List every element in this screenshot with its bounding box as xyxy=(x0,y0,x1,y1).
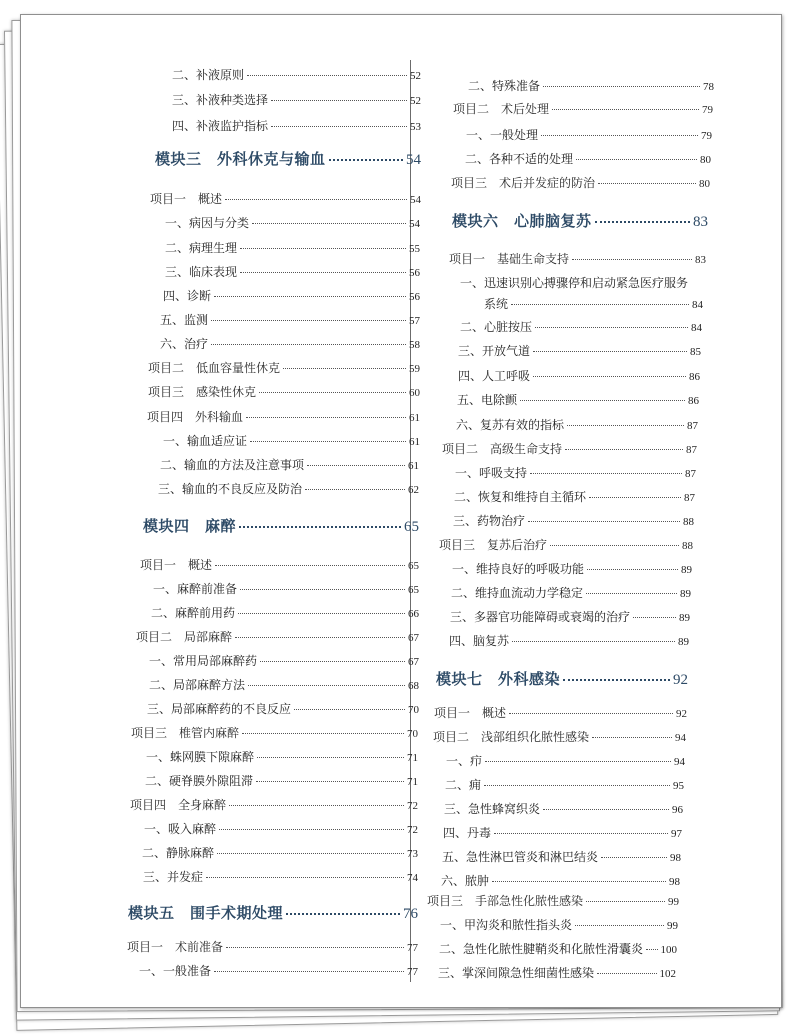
toc-page-number: 86 xyxy=(688,395,699,407)
toc-page-number: 67 xyxy=(408,632,419,644)
toc-entry-title: 项目三 复苏后治疗 xyxy=(439,538,548,552)
toc-section-entry xyxy=(453,512,694,529)
toc-entry-title: 模块七 外科感染 xyxy=(436,670,561,688)
toc-page-number: 65 xyxy=(404,519,419,535)
toc-entry-title: 三、并发症 xyxy=(143,870,204,884)
module-heading xyxy=(452,210,708,231)
toc-entry-title: 四、诊断 xyxy=(163,289,212,303)
toc-entry-title: 二、特殊准备 xyxy=(468,79,541,93)
toc-page-number: 94 xyxy=(674,756,685,768)
toc-entry-title: 项目二 局部麻醉 xyxy=(136,630,233,644)
toc-entry-title: 项目四 外科输血 xyxy=(147,410,244,424)
toc-page-number: 80 xyxy=(700,154,711,166)
dot-leader xyxy=(533,351,687,352)
dot-leader xyxy=(528,521,680,522)
dot-leader xyxy=(586,593,677,594)
toc-page-number: 61 xyxy=(409,436,420,448)
toc-entry-title: 二、急性化脓性腱鞘炎和化脓性滑囊炎 xyxy=(439,942,644,956)
toc-section-entry xyxy=(457,391,699,408)
toc-entry-title: 二、硬脊膜外隙阻滞 xyxy=(145,774,254,788)
toc-page-number: 60 xyxy=(409,387,420,399)
toc-entry-title: 三、掌深间隙急性细菌性感染 xyxy=(438,966,595,980)
dot-leader xyxy=(563,679,670,681)
toc-section-entry xyxy=(452,560,692,577)
toc-entry-title: 二、心脏按压 xyxy=(460,320,533,334)
toc-entry-title: 一、甲沟炎和脓性指头炎 xyxy=(440,918,573,932)
toc-page-number: 72 xyxy=(407,824,418,836)
toc-page-number: 57 xyxy=(409,315,420,327)
toc-entry-title: 一、维持良好的呼吸功能 xyxy=(452,562,585,576)
toc-page-number: 52 xyxy=(410,95,421,107)
toc-entry-title: 模块四 麻醉 xyxy=(143,517,237,535)
toc-entry-title: 项目二 高级生命支持 xyxy=(442,442,563,456)
toc-section-entry xyxy=(441,872,680,889)
toc-entry-title: 一、麻醉前准备 xyxy=(153,582,238,596)
toc-entry-title: 模块五 围手术期处理 xyxy=(128,904,284,922)
toc-entry-title: 项目二 低血容量性休克 xyxy=(148,361,281,375)
toc-entry-title: 一、蛛网膜下隙麻醉 xyxy=(146,750,255,764)
toc-section-entry xyxy=(460,274,704,291)
toc-section-entry xyxy=(442,848,681,865)
dot-leader xyxy=(541,135,698,136)
dot-leader xyxy=(550,545,679,546)
toc-entry-title: 三、临床表现 xyxy=(165,265,238,279)
toc-page-number: 72 xyxy=(407,800,418,812)
toc-page-number: 59 xyxy=(409,363,420,375)
dot-leader xyxy=(601,857,667,858)
toc-item-entry xyxy=(453,100,713,117)
toc-page-number: 83 xyxy=(693,214,708,230)
toc-entry-title: 四、补液监护指标 xyxy=(172,119,269,133)
dot-leader xyxy=(492,881,666,882)
toc-section-entry xyxy=(468,77,714,94)
toc-page-number: 71 xyxy=(407,752,418,764)
toc-entry-title: 三、局部麻醉药的不良反应 xyxy=(147,702,292,716)
toc-entry-title: 一、一般处理 xyxy=(466,128,539,142)
toc-entry-title: 二、各种不适的处理 xyxy=(465,152,574,166)
toc-item-entry xyxy=(451,174,710,191)
toc-page-number: 53 xyxy=(410,121,421,133)
toc-page-number: 54 xyxy=(406,152,421,168)
toc-page-number: 77 xyxy=(407,942,418,954)
toc-page-number: 84 xyxy=(692,299,703,311)
toc-page-number: 99 xyxy=(668,896,679,908)
toc-page-number: 71 xyxy=(407,776,418,788)
toc-entry-title: 三、输血的不良反应及防治 xyxy=(158,482,303,496)
dot-leader xyxy=(592,737,672,738)
toc-section-entry xyxy=(456,416,698,433)
toc-entry-title: 五、电除颤 xyxy=(457,393,518,407)
toc-entry-title: 三、开放气道 xyxy=(458,344,531,358)
toc-page-number: 79 xyxy=(701,130,712,142)
toc-entry-title: 二、维持血流动力学稳定 xyxy=(451,586,584,600)
dot-leader xyxy=(565,449,683,450)
toc-page-number: 80 xyxy=(699,178,710,190)
toc-entry-title: 一、迅速识别心搏骤停和启动紧急医疗服务 xyxy=(460,276,689,290)
toc-page-number: 88 xyxy=(683,516,694,528)
toc-entry-title: 二、麻醉前用药 xyxy=(151,606,236,620)
dot-leader xyxy=(587,569,678,570)
toc-page-number: 95 xyxy=(673,780,684,792)
toc-page-number: 92 xyxy=(676,708,687,720)
toc-entry-title: 四、人工呼吸 xyxy=(458,369,531,383)
toc-page-number: 94 xyxy=(675,732,686,744)
toc-entry-title: 二、痈 xyxy=(445,778,482,792)
toc-page-number: 61 xyxy=(409,412,420,424)
toc-entry-title: 四、脑复苏 xyxy=(449,634,510,648)
toc-page-number: 77 xyxy=(407,966,418,978)
toc-entry-title: 项目一 基础生命支持 xyxy=(449,252,570,266)
module-heading xyxy=(436,668,688,689)
toc-page-number: 98 xyxy=(669,876,680,888)
dot-leader xyxy=(485,761,671,762)
dot-leader xyxy=(512,641,675,642)
dot-leader xyxy=(543,86,700,87)
toc-page-number: 88 xyxy=(682,540,693,552)
toc-entry-title: 项目一 概述 xyxy=(434,706,507,720)
toc-page-number: 102 xyxy=(659,968,676,980)
toc-entry-title: 一、一般准备 xyxy=(139,964,212,978)
toc-page-number: 76 xyxy=(403,906,418,922)
toc-page-number: 54 xyxy=(409,218,420,230)
toc-page-number: 87 xyxy=(684,492,695,504)
toc-item-entry xyxy=(449,250,706,267)
toc-page-number: 62 xyxy=(408,484,419,496)
toc-entry-title: 项目二 术后处理 xyxy=(453,102,550,116)
toc-page-number: 73 xyxy=(407,848,418,860)
toc-entry-title: 一、病因与分类 xyxy=(165,216,250,230)
toc-page-number: 86 xyxy=(689,371,700,383)
toc-section-entry xyxy=(445,776,684,793)
toc-page-number: 70 xyxy=(407,728,418,740)
toc-page-number: 70 xyxy=(408,704,419,716)
toc-page-number: 58 xyxy=(409,339,420,351)
toc-entry-title: 二、补液原则 xyxy=(172,68,245,82)
toc-entry-title: 三、补液种类选择 xyxy=(172,93,269,107)
dot-leader xyxy=(511,304,689,305)
toc-section-entry xyxy=(484,295,703,312)
toc-section-entry xyxy=(449,632,689,649)
dot-leader xyxy=(576,159,697,160)
toc-page-number: 92 xyxy=(673,672,688,688)
dot-leader xyxy=(586,901,665,902)
dot-leader xyxy=(509,713,673,714)
dot-leader xyxy=(575,925,664,926)
toc-section-entry xyxy=(444,800,683,817)
toc-entry-title: 系统 xyxy=(484,297,509,311)
toc-entry-title: 三、急性蜂窝织炎 xyxy=(444,802,541,816)
toc-entry-title: 二、局部麻醉方法 xyxy=(149,678,246,692)
toc-section-entry xyxy=(451,584,691,601)
dot-leader xyxy=(484,785,670,786)
toc-entry-title: 六、脓肿 xyxy=(441,874,490,888)
toc-page-number: 65 xyxy=(408,560,419,572)
dot-leader xyxy=(595,221,690,223)
toc-page-number: 89 xyxy=(678,636,689,648)
toc-page-number: 61 xyxy=(408,460,419,472)
dot-leader xyxy=(572,259,692,260)
toc-item-entry xyxy=(442,440,697,457)
dot-leader xyxy=(535,327,688,328)
toc-entry-title: 一、吸入麻醉 xyxy=(144,822,217,836)
dot-leader xyxy=(552,109,699,110)
toc-page-number: 55 xyxy=(409,243,420,255)
toc-entry-title: 二、输血的方法及注意事项 xyxy=(160,458,305,472)
toc-section-entry xyxy=(458,342,701,359)
dot-leader xyxy=(589,497,681,498)
toc-page-number: 78 xyxy=(703,81,714,93)
toc-page-number: 52 xyxy=(410,70,421,82)
dot-leader xyxy=(543,809,669,810)
toc-page-number: 89 xyxy=(680,588,691,600)
toc-entry-title: 项目一 概述 xyxy=(150,192,223,206)
toc-page-number: 79 xyxy=(702,104,713,116)
toc-page-number: 66 xyxy=(408,608,419,620)
toc-entry-title: 项目三 手部急性化脓性感染 xyxy=(427,894,584,908)
toc-entry-title: 模块六 心肺脑复苏 xyxy=(452,212,592,230)
toc-entry-title: 五、急性淋巴管炎和淋巴结炎 xyxy=(442,850,599,864)
toc-entry-title: 二、病理生理 xyxy=(165,241,238,255)
toc-entry-title: 模块三 外科休克与输血 xyxy=(155,150,326,168)
toc-entry-title: 五、监测 xyxy=(160,313,209,327)
toc-page-number: 96 xyxy=(672,804,683,816)
toc-entry-title: 项目三 术后并发症的防治 xyxy=(451,176,596,190)
toc-entry-title: 项目一 概述 xyxy=(140,558,213,572)
toc-page-number: 89 xyxy=(679,612,690,624)
toc-page-number: 74 xyxy=(407,872,418,884)
toc-section-entry xyxy=(458,367,700,384)
toc-section-entry xyxy=(450,608,690,625)
toc-page-number: 89 xyxy=(681,564,692,576)
toc-page-number: 68 xyxy=(408,680,419,692)
toc-entry-title: 项目三 椎管内麻醉 xyxy=(131,726,240,740)
toc-entry-title: 二、恢复和维持自主循环 xyxy=(454,490,587,504)
dot-leader xyxy=(633,617,676,618)
toc-page-number: 67 xyxy=(408,656,419,668)
dot-leader xyxy=(533,376,686,377)
toc-page-number: 98 xyxy=(670,852,681,864)
toc-page-number: 83 xyxy=(695,254,706,266)
toc-entry-title: 一、输血适应证 xyxy=(163,434,248,448)
toc-entry-title: 二、静脉麻醉 xyxy=(142,846,215,860)
toc-section-entry xyxy=(454,488,695,505)
toc-page-number: 87 xyxy=(687,420,698,432)
toc-entry-title: 三、药物治疗 xyxy=(453,514,526,528)
toc-item-entry xyxy=(434,704,687,721)
dot-leader xyxy=(530,473,682,474)
toc-item-entry xyxy=(427,892,679,909)
toc-page-number: 65 xyxy=(408,584,419,596)
toc-entry-title: 三、多器官功能障碍或衰竭的治疗 xyxy=(450,610,631,624)
toc-page-number: 87 xyxy=(686,444,697,456)
dot-leader xyxy=(646,949,657,950)
toc-entry-title: 四、丹毒 xyxy=(443,826,492,840)
toc-page-number: 56 xyxy=(409,267,420,279)
toc-section-entry xyxy=(439,940,677,957)
toc-entry-title: 一、呼吸支持 xyxy=(455,466,528,480)
toc-page-number: 97 xyxy=(671,828,682,840)
dot-leader xyxy=(598,183,696,184)
toc-section-entry xyxy=(465,150,711,167)
toc-entry-title: 一、疖 xyxy=(446,754,483,768)
toc-section-entry xyxy=(455,464,696,481)
dot-leader xyxy=(494,833,668,834)
toc-section-entry xyxy=(460,318,702,335)
toc-section-entry xyxy=(438,964,676,981)
toc-page-number: 85 xyxy=(690,346,701,358)
toc-section-entry xyxy=(446,752,685,769)
toc-entry-title: 项目一 术前准备 xyxy=(127,940,224,954)
dot-leader xyxy=(567,425,684,426)
toc-entry-title: 项目四 全身麻醉 xyxy=(130,798,227,812)
toc-section-entry xyxy=(443,824,682,841)
toc-item-entry xyxy=(439,536,693,553)
toc-entry-title: 六、复苏有效的指标 xyxy=(456,418,565,432)
toc-page-number: 99 xyxy=(667,920,678,932)
toc-page-number: 84 xyxy=(691,322,702,334)
toc-section-entry xyxy=(440,916,678,933)
toc-entry-title: 项目二 浅部组织化脓性感染 xyxy=(433,730,590,744)
toc-page-number: 54 xyxy=(410,194,421,206)
toc-section-entry xyxy=(466,126,712,143)
dot-leader xyxy=(597,973,656,974)
toc-item-entry xyxy=(433,728,686,745)
toc-entry-title: 一、常用局部麻醉药 xyxy=(149,654,258,668)
toc-page-number: 100 xyxy=(660,944,677,956)
toc-page-number: 56 xyxy=(409,291,420,303)
toc-page-number: 87 xyxy=(685,468,696,480)
dot-leader xyxy=(520,400,685,401)
toc-entry-title: 六、治疗 xyxy=(160,337,209,351)
toc-entry-title: 项目三 感染性休克 xyxy=(148,385,257,399)
